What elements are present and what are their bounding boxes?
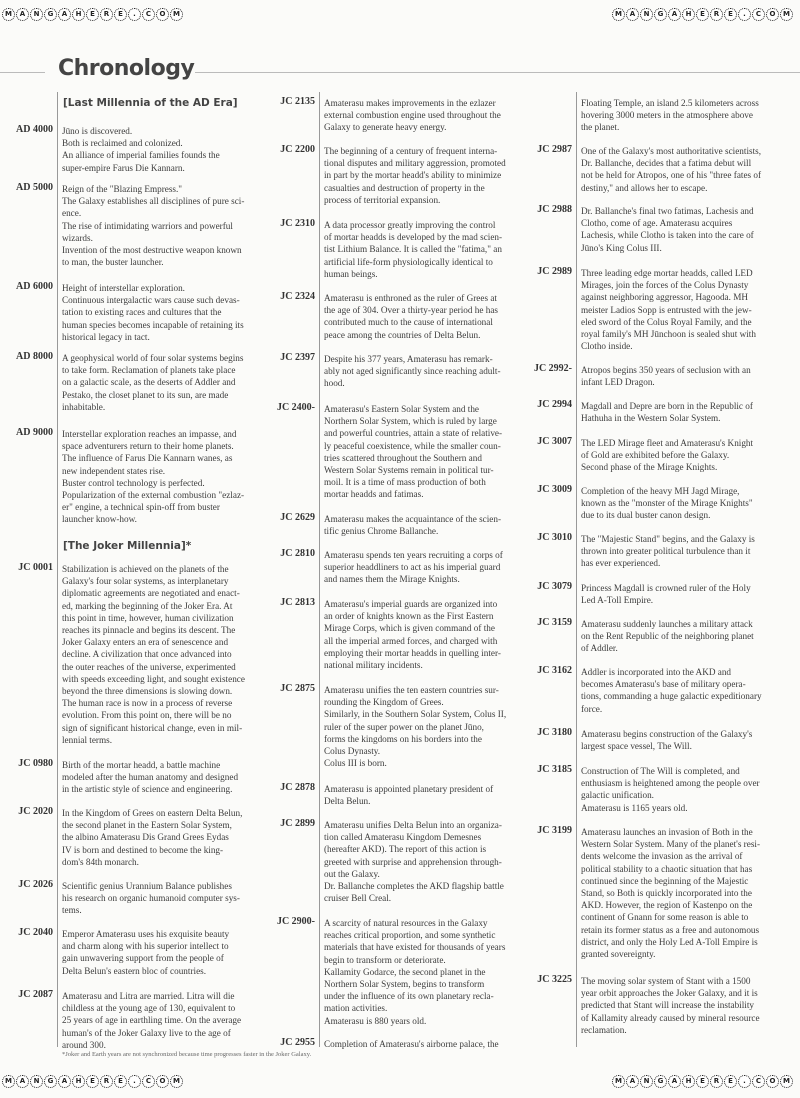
title-rule-right xyxy=(195,72,800,73)
entry-date: AD 8000 xyxy=(16,351,53,362)
entry-date: JC 2994 xyxy=(537,399,572,410)
logo-letter: R xyxy=(710,8,723,21)
entry-date: JC 0980 xyxy=(18,758,53,769)
entry-date: JC 0001 xyxy=(18,562,53,573)
logo-letter: E xyxy=(724,1075,737,1088)
entry-date: JC 2989 xyxy=(537,266,572,277)
entry-text: Three leading edge mortar headds, called LED Mirages, join the forces of the Colus Dynasty against neighboring aggressor, Hagooda. MH meister Ladios Sopp is entrusted with the jew- eled sword of the Colus Royal Family, and the royal family's MH Jūnchoon is sealed shut with Clotho inside. xyxy=(581,268,756,352)
entry-date: AD 4000 xyxy=(16,124,53,135)
logo-letter: H xyxy=(72,1075,85,1088)
watermark-logo-top-right xyxy=(612,5,793,23)
entry-text: Magdall and Depre are born in the Republic of Hathuha in the Western Solar System. xyxy=(581,401,753,424)
watermark-logo-top-left xyxy=(2,5,183,23)
logo-letter: R xyxy=(710,1075,723,1088)
logo-letter: N xyxy=(30,1075,43,1088)
logo-letter: M xyxy=(612,8,625,21)
logo-letter: M xyxy=(170,1075,183,1088)
entry-text: Floating Temple, an island 2.5 kilometers across hovering 3000 meters in the atmosphere above the planet. xyxy=(581,98,759,133)
entry-date: JC 3162 xyxy=(537,665,572,676)
entry-text: A data processor greatly improving the control of mortar headds is developed by the mad scien- tist Lithium Balance. It is called the "fatima," an artificial life-form physiologically identical to human beings. xyxy=(324,220,503,279)
page-title: Chronology xyxy=(58,56,195,81)
logo-letter: R xyxy=(100,8,113,21)
entry-date: JC 2810 xyxy=(280,548,315,559)
logo-letter: N xyxy=(640,8,653,21)
logo-letter: O xyxy=(156,1075,169,1088)
entry-date: JC 2200 xyxy=(280,144,315,155)
logo-letter: E xyxy=(86,1075,99,1088)
entry-text: Construction of The Will is completed, and enthusiasm is heightened among the people over galactic unification. Amaterasu is 1165 years old. xyxy=(581,766,760,813)
logo-letter: . xyxy=(128,1075,141,1088)
column-divider-3 xyxy=(576,92,577,1047)
entry-date: JC 2900- xyxy=(276,916,315,927)
logo-letter: M xyxy=(780,1075,793,1088)
logo-letter: E xyxy=(696,1075,709,1088)
entry-date: JC 2992- xyxy=(533,363,572,374)
logo-letter: H xyxy=(72,8,85,21)
entry-text: Scientific genius Urannium Balance publishes his research on organic humanoid computer sys- tems. xyxy=(62,881,240,916)
entry-date: AD 5000 xyxy=(16,182,53,193)
watermark-logo-bottom-left xyxy=(2,1072,183,1090)
entry-text: Amaterasu unifies Delta Belun into an organiza- tion called Amaterasu Kingdom Demesnes (hereafter AKD). The report of this action is greeted with surprise and apprehension through- out the Galaxy. Dr. Ballanche completes the AKD flagship battle cruiser Bell Creal. xyxy=(324,820,504,904)
logo-letter: G xyxy=(44,8,57,21)
entry-text: Amaterasu's Eastern Solar System and the Northern Solar System, which is ruled by large and powerful countries, attain a state of relative- ly peaceful coexistence, while the smaller coun- tries scattered throughout the Southern and Western Solar Systems remain in political tur- moil. It is a time of mass production of both mortar headds and fatimas. xyxy=(324,404,503,500)
entry-text: Dr. Ballanche's final two fatimas, Lachesis and Clotho, come of age. Amaterasu acquires Lachesis, while Clotho is taken into the care of Jūno's King Colus III. xyxy=(581,206,754,253)
entry-date: JC 2629 xyxy=(280,512,315,523)
entry-date: JC 3225 xyxy=(537,974,572,985)
entry-text: Amaterasu is appointed planetary president of Delta Belun. xyxy=(324,784,494,807)
entry-text: Amaterasu is enthroned as the ruler of Grees at the age of 304. Over a thirty-year period he has contributed much to the cause of international peace among the countries of Delta Belun. xyxy=(324,293,498,340)
entry-date: JC 3009 xyxy=(537,484,572,495)
entry-text: Emperor Amaterasu uses his exquisite beauty and charm along with his superior intellect to gain unwavering support from the people of Delta Belun's eastern bloc of countries. xyxy=(62,929,230,976)
entry-text: Amaterasu begins construction of the Galaxy's largest space vessel, The Will. xyxy=(581,729,753,752)
logo-letter: M xyxy=(612,1075,625,1088)
logo-letter: E xyxy=(724,8,737,21)
logo-letter: N xyxy=(30,8,43,21)
logo-letter: O xyxy=(766,1075,779,1088)
era-heading: [Last Millennia of the AD Era] xyxy=(63,97,238,109)
entry-date: JC 2987 xyxy=(537,144,572,155)
logo-letter: O xyxy=(156,8,169,21)
logo-letter: E xyxy=(114,8,127,21)
logo-letter: A xyxy=(668,1075,681,1088)
entry-text: Princess Magdall is crowned ruler of the Holy Led A-Toll Empire. xyxy=(581,583,751,606)
entry-text: Completion of the heavy MH Jagd Mirage, known as the "monster of the Mirage Knights" due to its dual buster canon design. xyxy=(581,486,753,521)
entry-date: JC 3007 xyxy=(537,436,572,447)
entry-text: Amaterasu makes the acquaintance of the scien- tific genius Chrome Ballanche. xyxy=(324,514,502,537)
logo-letter: C xyxy=(142,1075,155,1088)
entry-text: Reign of the "Blazing Empress." The Galaxy establishes all disciplines of pure sci- ence. The rise of intimidating warriors and powerful wizards. Invention of the most destructive weapon known to man, the buster launcher. xyxy=(62,184,245,268)
entry-date: JC 2400- xyxy=(276,402,315,413)
entry-date: JC 2397 xyxy=(280,352,315,363)
logo-letter: M xyxy=(170,8,183,21)
entry-date: JC 2878 xyxy=(280,782,315,793)
logo-letter: A xyxy=(58,1075,71,1088)
logo-letter: E xyxy=(86,8,99,21)
logo-letter: A xyxy=(58,8,71,21)
entry-date: JC 2135 xyxy=(280,96,315,107)
era-heading: [The Joker Millennia]* xyxy=(63,540,192,552)
logo-letter: E xyxy=(696,8,709,21)
logo-letter: . xyxy=(738,1075,751,1088)
entry-text: Interstellar exploration reaches an impasse, and space adventurers return to their home planets. The influence of Farus Die Kannarn wanes, as new independent states rise. Buster control technology is perfected. Popularization of the external combustion "ezlaz- er" engine, a technical spin-off from buster launcher know-how. xyxy=(62,429,245,525)
entry-text: Addler is incorporated into the AKD and becomes Amaterasu's base of military opera- tions, commanding a huge galactic expeditionary force. xyxy=(581,667,762,714)
logo-letter: O xyxy=(766,8,779,21)
entry-date: AD 9000 xyxy=(16,427,53,438)
logo-letter: G xyxy=(654,1075,667,1088)
entry-date: JC 2324 xyxy=(280,291,315,302)
entry-date: JC 2955 xyxy=(280,1037,315,1048)
column-divider-2 xyxy=(319,92,320,1047)
logo-letter: A xyxy=(16,8,29,21)
entry-text: Height of interstellar exploration. Continuous intergalactic wars cause such devas- tation to existing races and cultures that the human species becomes incapable of retaining its historical legacy in tact. xyxy=(62,283,244,342)
logo-letter: M xyxy=(2,1075,15,1088)
entry-text: Atropos begins 350 years of seclusion with an infant LED Dragon. xyxy=(581,365,751,388)
logo-letter: G xyxy=(44,1075,57,1088)
logo-letter: H xyxy=(682,8,695,21)
logo-letter: M xyxy=(780,8,793,21)
entry-text: Amaterasu and Litra are married. Litra will die childless at the young age of 130, equivalent to 25 years of age in earthling time. On the average human's of the Joker Galaxy live to the age of around 300. xyxy=(62,991,242,1050)
entry-text: The LED Mirage fleet and Amaterasu's Knight of Gold are exhibited before the Galaxy. Second phase of the Mirage Knights. xyxy=(581,438,754,473)
entry-date: JC 2988 xyxy=(537,204,572,215)
entry-text: In the Kingdom of Grees on eastern Delta Belun, the second planet in the Eastern Solar System, the albino Amaterasu Dis Grand Grees Eydas IV is born and destined to become the king- dom's 84th monarch. xyxy=(62,808,243,867)
logo-letter: C xyxy=(752,8,765,21)
entry-text: Despite his 377 years, Amaterasu has remark- ably not aged significantly since reaching adult- hood. xyxy=(324,354,501,389)
entry-text: A geophysical world of four solar systems begins to take form. Reclamation of planets take place on a galactic scale, as the deserts of Addler and Pestako, the closet planet to its sun, are made inhabitable. xyxy=(62,353,244,412)
entry-date: JC 3010 xyxy=(537,532,572,543)
entry-text: Amaterasu unifies the ten eastern countries sur- rounding the Kingdom of Grees. Similarly, in the Southern Solar System, Colus II, ruler of the super power on the planet Jūno, forms the kingdoms on his borders into the Colus Dynasty. Colus III is born. xyxy=(324,685,507,769)
entry-date: JC 2087 xyxy=(18,989,53,1000)
entry-text: Amaterasu suddenly launches a military attack on the Rent Republic of the neighboring planet of Addler. xyxy=(581,619,754,654)
entry-text: The beginning of a century of frequent interna- tional disputes and military aggression, promoted in part by the mortar headd's ability to minimize casualties and destruction of property in the process of territorial expansion. xyxy=(324,146,506,205)
logo-letter: M xyxy=(2,8,15,21)
entry-date: JC 2310 xyxy=(280,218,315,229)
logo-letter: H xyxy=(682,1075,695,1088)
logo-letter: A xyxy=(626,1075,639,1088)
logo-letter: C xyxy=(142,8,155,21)
entry-date: JC 3199 xyxy=(537,825,572,836)
logo-letter: G xyxy=(654,8,667,21)
entry-date: JC 2040 xyxy=(18,927,53,938)
logo-letter: N xyxy=(640,1075,653,1088)
column-divider-1 xyxy=(57,92,58,1047)
logo-letter: A xyxy=(626,8,639,21)
watermark-logo-bottom-right xyxy=(612,1072,793,1090)
entry-text: Jūno is discovered. Both is reclaimed and colonized. An alliance of imperial families founds the super-empire Farus Die Kannarn. xyxy=(62,126,220,173)
entry-text: Amaterasu makes improvements in the ezlazer external combustion engine used throughout the Galaxy to generate heavy energy. xyxy=(324,98,501,133)
entry-date: JC 2020 xyxy=(18,806,53,817)
entry-text: One of the Galaxy's most authoritative scientists, Dr. Ballanche, decides that a fatima debut will not be held for Atropos, one of his "three fates of destiny," and allows her to escape. xyxy=(581,146,762,193)
title-rule-left xyxy=(0,72,45,73)
entry-date: JC 2026 xyxy=(18,879,53,890)
entry-date: JC 2899 xyxy=(280,818,315,829)
logo-letter: . xyxy=(738,8,751,21)
entry-text: Completion of Amaterasu's airborne palace, the xyxy=(324,1039,499,1049)
logo-letter: A xyxy=(16,1075,29,1088)
entry-date: JC 3079 xyxy=(537,581,572,592)
entry-date: JC 3159 xyxy=(537,617,572,628)
entry-date: JC 3180 xyxy=(537,727,572,738)
logo-letter: R xyxy=(100,1075,113,1088)
entry-text: A scarcity of natural resources in the Galaxy reaches critical proportion, and some synthetic materials that have existed for thousands of years begin to transform or deteriorate. Kallamity Godarce, the second planet in the Northern Solar System, begins to transform under the influence of its own planetary recla- mation activities. Amaterasu is 880 years old. xyxy=(324,918,506,1026)
entry-date: JC 3185 xyxy=(537,764,572,775)
logo-letter: E xyxy=(114,1075,127,1088)
logo-letter: . xyxy=(128,8,141,21)
entry-text: The "Majestic Stand" begins, and the Galaxy is thrown into greater political turbulence than it has ever experienced. xyxy=(581,534,755,569)
entry-text: Birth of the mortar headd, a battle machine modeled after the human anatomy and designed in the artistic style of science and engineering. xyxy=(62,760,239,795)
entry-text: Amaterasu spends ten years recruiting a corps of superior headdliners to act as his imperial guard and names them the Mirage Knights. xyxy=(324,550,503,585)
entry-date: AD 6000 xyxy=(16,281,53,292)
logo-letter: A xyxy=(668,8,681,21)
entry-date: JC 2813 xyxy=(280,597,315,608)
entry-text: Amaterasu launches an invasion of Both in the Western Solar System. Many of the planet's resi- dents welcome the invasion as the arrival of political stability to a chaotic situation that has continued since the beginning of the Majestic Stand, so Both is quickly incorporated into the AKD. However, the region of Kastenpo on the continent of Gnann for some reason is able to retain its former status as a free and autonomous district, and only the Holy Led A-Toll Empire is granted sovereignty. xyxy=(581,827,761,960)
entry-text: The moving solar system of Stant with a 1500 year orbit approaches the Joker Galaxy, and it is predicted that Stant will increase the instability of Kallamity already caused by mineral resource reclamation. xyxy=(581,976,760,1035)
entry-text: Stabilization is achieved on the planets of the Galaxy's four solar systems, as interplanetary diplomatic agreements are negotiated and enact- ed, marking the beginning of the Joker Era. At this point in time, however, human civilization reaches its pinnacle and begins its descent. The Joker Galaxy enters an era of senescence and decline. A civilization that once advanced into the outer reaches of the universe, experimented with speeds exceeding light, and sought existence beyond the three dimensions is slowing down. The human race is now in a process of reverse evolution. From this point on, there will be no sign of significant historical change, even in mil- lennial terms. xyxy=(62,564,245,745)
logo-letter: C xyxy=(752,1075,765,1088)
entry-text: Amaterasu's imperial guards are organized into an order of knights known as the First Eastern Mirage Corps, which is given command of the all the imperial armed forces, and charged with employing their mortar headds in quelling inter- national military incidents. xyxy=(324,599,501,671)
entry-date: JC 2875 xyxy=(280,683,315,694)
footnote: *Joker and Earth years are not synchronized because time progresses faster in the Joker Galaxy. xyxy=(62,1051,312,1058)
